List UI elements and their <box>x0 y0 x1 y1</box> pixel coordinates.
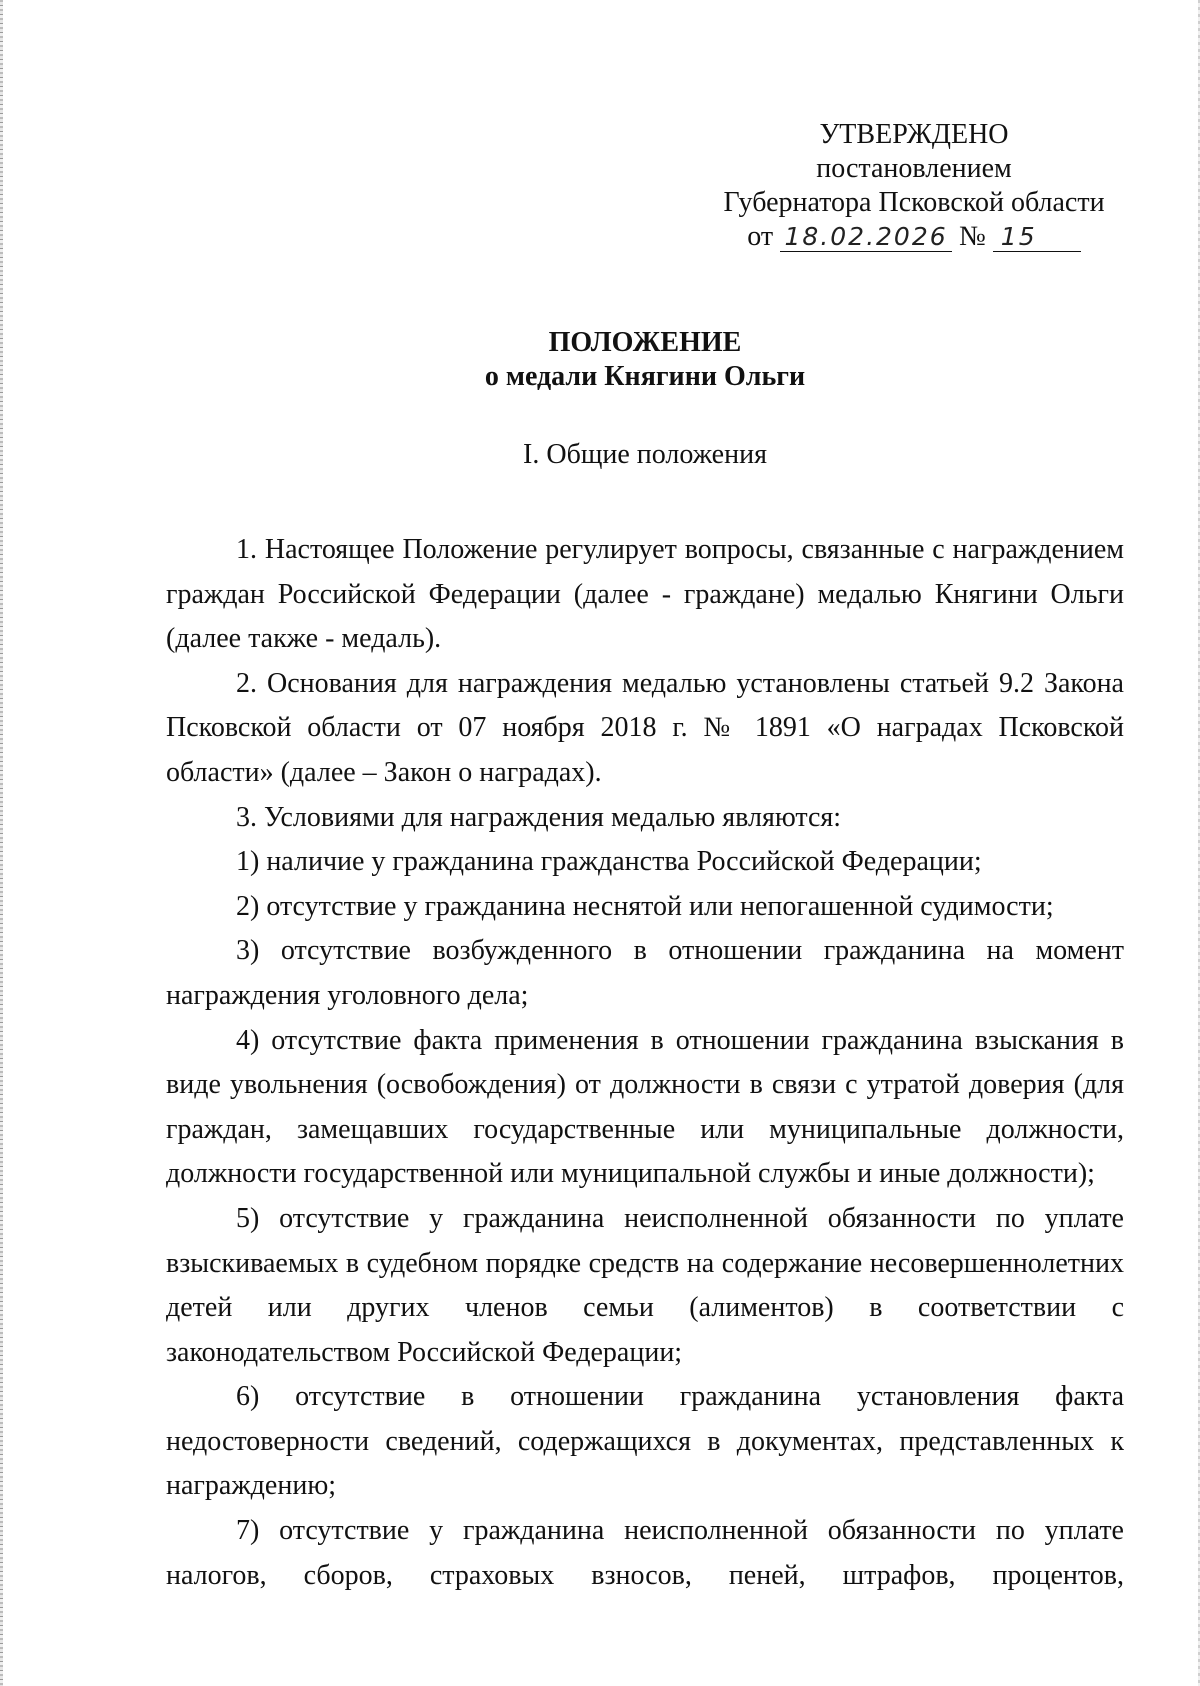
scan-left-edge <box>0 0 3 1686</box>
approval-stamp: УТВЕРЖДЕНО <box>819 119 1009 150</box>
approval-resolution: постановлением <box>816 153 1012 184</box>
paragraph: 6) отсутствие в отношении гражданина установления факта недостоверности сведений, содержащихся в документах, представленных к награждению; <box>166 1381 1124 1502</box>
paragraph: 2. Основания для награждения медалью установлены статьей 9.2 Закона Псковской области от 07 ноября 2018 г. № 1891 «О наградах Псковской области» (далее – Закон о наградах). <box>166 667 1124 788</box>
paragraph: 5) отсутствие у гражданина неисполненной обязанности по уплате взыскиваемых в судебном порядке средств на содержание несовершеннолетних детей или других членов семьи (алиментов) в соответствии с законодательством Российской Федерации; <box>166 1202 1124 1368</box>
title-line-1: ПОЛОЖЕНИЕ <box>548 327 742 358</box>
approval-date-line <box>704 220 1124 254</box>
section-heading: I. Общие положения <box>523 439 767 470</box>
paragraph: 1. Настоящее Положение регулирует вопросы, связанные с награждением граждан Российской Федерации (далее - граждане) медалью Княгини Ольги (далее также - медаль). <box>166 534 1124 655</box>
paragraph: 3. Условиями для награждения медалью являются: <box>236 801 842 833</box>
handwritten-number: 15 <box>993 223 1081 252</box>
title-line-2: о медали Княгини Ольги <box>484 361 806 392</box>
approval-block <box>704 118 1124 254</box>
number-prefix: № <box>959 221 986 252</box>
document-body <box>166 528 1124 1598</box>
paragraph: 1) наличие у гражданина гражданства Российской Федерации; <box>236 846 982 878</box>
paragraph: 4) отсутствие факта применения в отношении гражданина взыскания в виде увольнения (освобождения) от должности в связи с утратой доверия (для граждан, замещавших государственные или муниципальные должности, должности государственной или муниципальной службы и иные должности); <box>166 1024 1124 1190</box>
paragraph: 2) отсутствие у гражданина неснятой или непогашенной судимости; <box>236 890 1054 922</box>
paragraph: 7) отсутствие у гражданина неисполненной обязанности по уплате налогов, сборов, страховых взносов, пеней, штрафов, процентов, <box>166 1515 1124 1591</box>
handwritten-date: 18.02.2026 <box>780 223 952 252</box>
paragraph: 3) отсутствие возбужденного в отношении гражданина на момент награждения уголовного дела; <box>166 935 1124 1011</box>
date-prefix: от <box>747 221 774 252</box>
document-title <box>0 326 1200 394</box>
approval-authority: Губернатора Псковской области <box>723 187 1105 218</box>
